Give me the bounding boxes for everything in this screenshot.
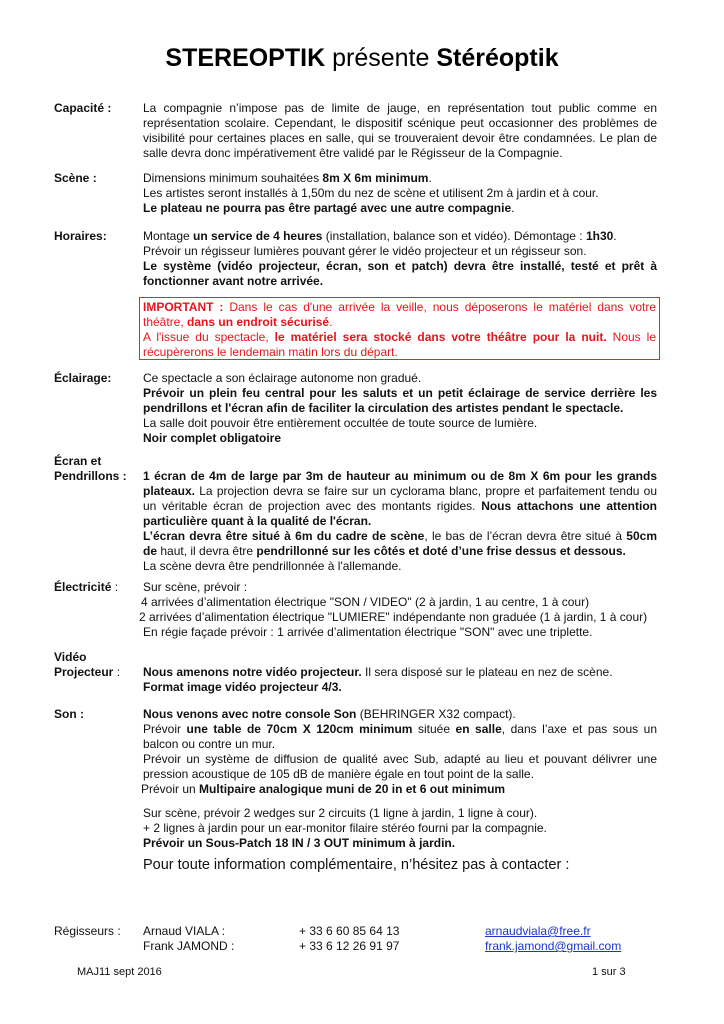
- horaires-line-3: Le système (vidéo projecteur, écran, son et patch) devra être installé, testé et prêt à fonctionner avant notre arrivée.: [143, 259, 657, 288]
- scene-shared-warning: Le plateau ne pourra pas être partagé avec une autre compagnie: [143, 201, 512, 215]
- important-secure: dans un endroit sécurisé: [187, 315, 330, 329]
- electricite-label: [54, 580, 118, 595]
- important-para-1: [143, 300, 656, 330]
- horaires-details: (installation, balance son et vidéo). Démontage :: [322, 229, 586, 243]
- important-storage: le matériel sera stocké dans votre théâtre pour la nuit.: [274, 330, 607, 344]
- scene-text: [143, 171, 657, 216]
- son-table-end: , dans l’axe et pas sous un balcon ou contre un mur.: [143, 722, 658, 751]
- ecran-position: L’écran devra être situé à 6m du cadre de scène: [143, 529, 425, 543]
- capacite-text: La compagnie n’impose pas de limite de jauge, en représentation tout public comme en représentation scolaire. Cependant, le dispositif scénique peut occasionner des problèmes de visibilité pour certaines places en salle, qui se trouveraient devoir être condamnées. Le plan de salle devra donc impérativement être validé par le Régisseur de la Compagnie.: [143, 101, 657, 160]
- electricite-line-4: En régie façade prévoir : 1 arrivée d’alimentation électrique "SON" avec une triplette.: [143, 625, 593, 639]
- ecran-projection: La projection devra se faire sur un cyclorama blanc, propre et parfaitement tendu ou un véritable écran de projection avec des montants rigides.: [143, 484, 657, 513]
- son-table-located: située: [412, 722, 456, 736]
- video-label-1: Vidéo: [54, 650, 87, 664]
- important-text-1-end: .: [329, 315, 333, 329]
- scene-dim-end: .: [428, 171, 432, 185]
- company-name: STEREOPTIK: [165, 44, 326, 72]
- video-colon: :: [113, 665, 121, 679]
- ecran-height: 50cm de: [143, 529, 657, 558]
- video-position: Il sera disposé sur le plateau en nez de scène.: [361, 665, 613, 679]
- video-line-1: [143, 665, 657, 680]
- electricite-line-2: 4 arrivées d’alimentation électrique "SON / VIDEO" (2 à jardin, 1 au centre, 1 à cour): [141, 595, 590, 609]
- video-projector: Nous amenons notre vidéo projecteur.: [143, 665, 362, 679]
- son-console: Nous venons avec notre console Son: [143, 707, 357, 721]
- eclairage-label: Éclairage:: [54, 371, 112, 385]
- son-line-4: [141, 782, 657, 797]
- page-title: [0, 40, 724, 76]
- son-line-6: + 2 lignes à jardin pour un ear-monitor filaire stéréo fourni par la compagnie.: [143, 821, 547, 835]
- ecran-label-2: Pendrillons :: [54, 469, 127, 483]
- son-line-7: Prévoir un Sous-Patch 18 IN / 3 OUT minimum à jardin.: [143, 836, 456, 850]
- video-text: [143, 665, 657, 695]
- regisseur-phone-2: + 33 6 12 26 91 97: [299, 939, 400, 953]
- scene-line-1: [143, 171, 657, 186]
- son-line-1: [143, 707, 657, 722]
- regisseur-email-2[interactable]: frank.jamond@gmail.com: [485, 939, 622, 953]
- video-line-2: Format image vidéo projecteur 4/3.: [143, 680, 342, 694]
- important-text-2-end: Nous le récupèrerons le lendemain matin lors du départ.: [143, 330, 657, 359]
- regisseur-name-1: Arnaud VIALA :: [143, 924, 226, 938]
- ecran-quality: Nous attachons une attention particulière quant à la qualité de l'écran.: [143, 499, 657, 528]
- scene-label: Scène :: [54, 171, 97, 185]
- horaires-line-2: Prévoir un régisseur lumières pouvant gérer le vidéo projecteur et un régisseur son.: [143, 244, 587, 258]
- ecran-label-1: Écran et: [54, 454, 102, 468]
- important-para-2: [143, 330, 656, 360]
- son-para-3: Prévoir un système de diffusion de qualité avec Sub, adapté au lieu et pouvant délivrer une pression acoustique de 105 dB de manière égale en tout point de la salle.: [143, 752, 657, 781]
- horaires-text: [143, 229, 657, 289]
- regisseurs-label: Régisseurs :: [54, 924, 121, 938]
- contact-intro: Pour toute information complémentaire, n’hésitez pas à contacter :: [143, 857, 570, 873]
- video-label-2: [54, 665, 120, 680]
- important-heading: IMPORTANT :: [143, 300, 224, 314]
- horaires-label: Horaires:: [54, 229, 107, 243]
- footer-update: MAJ11 sept 2016: [77, 966, 162, 978]
- electricite-line-1: Sur scène, prévoir :: [143, 580, 248, 594]
- scene-dim-text: Dimensions minimum souhaitées: [143, 171, 323, 185]
- ecran-para-3: La scène devra être pendrillonnée à l'allemande.: [143, 559, 402, 573]
- son-table-hall: en salle: [455, 722, 502, 736]
- show-name: Stéréoptik: [436, 44, 559, 72]
- video-label-2-text: Projecteur: [54, 665, 114, 679]
- important-text-2: A l'issue du spectacle,: [143, 330, 275, 344]
- footer-page-number: 1 sur 3: [592, 966, 626, 978]
- son-console-model: (BEHRINGER X32 compact).: [356, 707, 516, 721]
- eclairage-line-1: Ce spectacle a son éclairage autonome non gradué.: [143, 371, 422, 385]
- ecran-para-1: [143, 469, 657, 529]
- important-text-1: Dans le cas d'une arrivée la veille, nous déposerons le matériel dans votre théâtre,: [143, 300, 656, 329]
- son-para-2: [143, 722, 657, 752]
- eclairage-line-4: Noir complet obligatoire: [143, 431, 282, 445]
- scene-line-3-end: .: [511, 201, 515, 215]
- ecran-size: 1 écran de 4m de large par 3m de hauteur au minimum ou de 8m X 6m pour les grands plateaux.: [143, 469, 657, 498]
- eclairage-text: [143, 371, 657, 446]
- scene-dim-value: 8m X 6m minimum: [322, 171, 429, 185]
- son-multipair-prefix: Prévoir un: [141, 782, 200, 796]
- electricite-label-text: Électricité: [54, 580, 112, 594]
- electricite-line-3: 2 arrivées d’alimentation électrique "LUMIERE" indépendante non graduée (1 à jardin, 1 à cour): [139, 610, 648, 624]
- son-table: une table de 70cm X 120cm minimum: [186, 722, 413, 736]
- son-table-prefix: Prévoir: [143, 722, 187, 736]
- ecran-height-text: haut, il devra être: [157, 544, 257, 558]
- scene-line-3: [143, 201, 657, 216]
- eclairage-line-3: La salle doit pouvoir être entièrement occultée de toute source de lumière.: [143, 416, 538, 430]
- ecran-para-2: [143, 529, 657, 559]
- ecran-bottom-text: , le bas de l’écran devra être situé à: [424, 529, 627, 543]
- important-box: [139, 297, 660, 360]
- ecran-pendrillon: pendrillonné sur les côtés et doté d’une frise dessus et dessous.: [256, 544, 626, 558]
- regisseur-name-2: Frank JAMOND :: [143, 939, 235, 953]
- electricite-text: [139, 580, 657, 640]
- ecran-text: [143, 469, 657, 574]
- title-verb: présente: [332, 44, 430, 72]
- horaires-montage: Montage: [143, 229, 194, 243]
- horaires-demontage: 1h30: [585, 229, 614, 243]
- horaires-line-1: [143, 229, 657, 244]
- son-label: Son :: [54, 707, 84, 721]
- capacite-label: Capacité :: [54, 101, 112, 115]
- electricite-colon: :: [111, 580, 119, 594]
- scene-line-2: Les artistes seront installés à 1,50m du nez de scène et utilisent 2m à jardin et à cour.: [143, 186, 599, 200]
- horaires-service: un service de 4 heures: [193, 229, 323, 243]
- horaires-line-1-end: .: [613, 229, 617, 243]
- regisseur-email-1[interactable]: arnaudviala@free.fr: [485, 924, 591, 938]
- son-line-5: Sur scène, prévoir 2 wedges sur 2 circuits (1 ligne à jardin, 1 ligne à cour).: [143, 806, 538, 820]
- eclairage-line-2: Prévoir un plein feu central pour les saluts et un petit éclairage de service derrière les pendrillons et l'écran afin de faciliter la circulation des artistes pendant le spectacle.: [143, 386, 657, 415]
- regisseur-phone-1: + 33 6 60 85 64 13: [299, 924, 400, 938]
- son-multipair: Multipaire analogique muni de 20 in et 6 out minimum: [199, 782, 506, 796]
- son-text: [143, 707, 657, 851]
